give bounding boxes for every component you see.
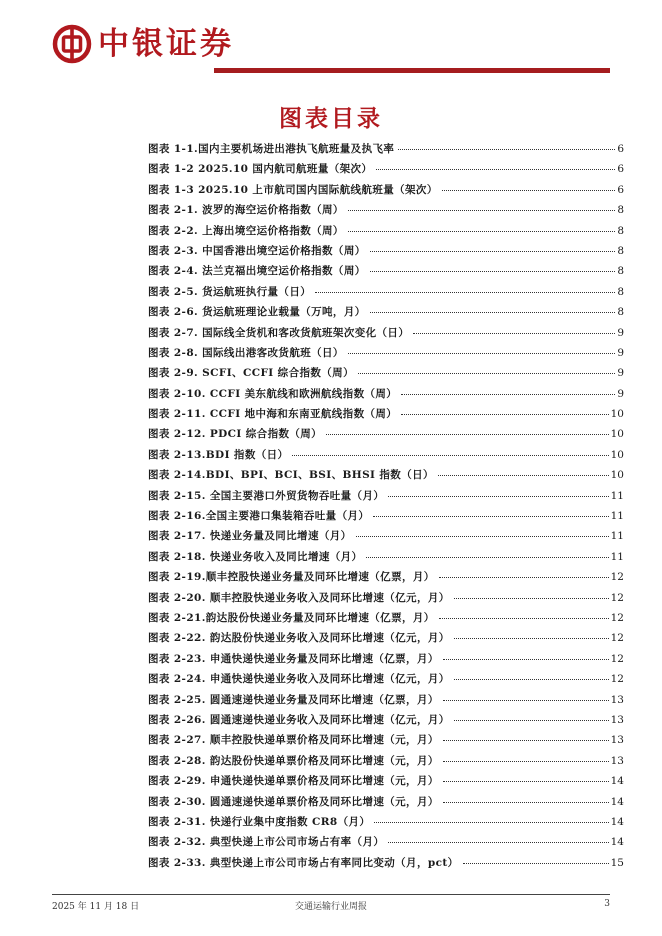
toc-entry-page[interactable]: 13 [610, 734, 624, 747]
toc-entry[interactable] [148, 223, 624, 243]
toc-dot-leader [370, 312, 616, 313]
toc-dot-leader [348, 210, 615, 211]
toc-entry-page[interactable]: 11 [610, 550, 624, 563]
toc-dot-leader [438, 475, 609, 476]
toc-entry-label[interactable]: 图表 2-2. 上海出境空运价格指数（周） [148, 224, 344, 237]
toc-entry-label[interactable]: 图表 2-32. 典型快递上市公司市场占有率（月） [148, 836, 385, 849]
toc-entry-label[interactable]: 图表 1-1.国内主要机场进出港执飞航班量及执飞率 [148, 143, 395, 155]
toc-entry-label[interactable]: 图表 2-15. 全国主要港口外贸货物吞吐量（月） [148, 489, 385, 502]
toc-entry[interactable] [148, 590, 624, 610]
toc-entry-label[interactable]: 图表 2-24. 申通快递快递业务收入及同环比增速（亿元，月） [148, 673, 450, 686]
toc-entry[interactable] [148, 630, 624, 650]
toc-entry-label[interactable]: 图表 2-3. 中国香港出境空运价格指数（周） [148, 244, 366, 257]
toc-dot-leader [388, 842, 608, 843]
toc-entry-page[interactable]: 10 [610, 428, 624, 441]
bank-of-china-logo-icon [52, 24, 92, 64]
toc-entry-page[interactable]: 8 [617, 285, 624, 298]
toc-entry[interactable] [148, 671, 624, 691]
toc-entry[interactable] [148, 834, 624, 854]
toc-dot-leader [401, 394, 615, 395]
toc-dot-leader [443, 659, 609, 660]
toc-entry[interactable] [148, 712, 624, 732]
toc-entry[interactable] [148, 651, 624, 671]
toc-dot-leader [373, 516, 608, 517]
toc-entry-label[interactable]: 图表 2-30. 圆通速递快递单票价格及同环比增速（元，月） [148, 795, 439, 808]
toc-dot-leader [366, 557, 608, 558]
toc-entry-page[interactable]: 9 [617, 367, 624, 380]
toc-entry[interactable] [148, 263, 624, 283]
toc-entry-label[interactable]: 图表 2-16.全国主要港口集装箱吞吐量（月） [148, 510, 370, 523]
toc-entry-label[interactable]: 图表 2-10. CCFI 美东航线和欧洲航线指数（周） [148, 387, 398, 400]
toc-dot-leader [348, 231, 615, 232]
toc-entry-label[interactable]: 图表 1-2 2025.10 国内航司航班量（架次） [148, 163, 373, 176]
header-divider [214, 68, 610, 73]
toc-entry-label[interactable]: 图表 2-20. 顺丰控股快递业务收入及同环比增速（亿元，月） [148, 591, 450, 604]
toc-entry[interactable] [148, 814, 624, 834]
toc-entry-page[interactable]: 12 [610, 571, 624, 584]
footer-divider [52, 894, 610, 895]
toc-entry-label[interactable]: 图表 2-29. 申通快递快递单票价格及同环比增速（元，月） [148, 775, 439, 788]
toc-dot-leader [443, 740, 609, 741]
toc-entry[interactable] [148, 406, 624, 426]
toc-entry-page[interactable]: 6 [617, 143, 624, 155]
toc-entry-label[interactable]: 图表 2-26. 圆通速递快递业务收入及同环比增速（亿元，月） [148, 713, 450, 726]
toc-dot-leader [454, 638, 609, 639]
toc-entry-label[interactable]: 图表 2-31. 快递行业集中度指数 CR8（月） [148, 815, 371, 828]
toc-entry-page[interactable]: 11 [610, 489, 624, 502]
toc-entry-label[interactable]: 图表 2-12. PDCI 综合指数（周） [148, 428, 323, 441]
toc-entry-label[interactable]: 图表 2-33. 典型快递上市公司市场占有率同比变动（月，pct） [148, 856, 459, 869]
toc-dot-leader [376, 169, 615, 170]
toc-entry-page[interactable]: 12 [610, 652, 624, 665]
toc-dot-leader [326, 434, 609, 435]
toc-dot-leader [413, 333, 615, 334]
toc-entry[interactable] [148, 753, 624, 773]
toc-entry[interactable] [148, 161, 624, 181]
toc-entry[interactable] [148, 202, 624, 222]
toc-entry-label[interactable]: 图表 2-21.韵达股份快递业务量及同环比增速（亿票，月） [148, 611, 435, 624]
brand-name: 中银证券 [98, 26, 234, 62]
toc-dot-leader [370, 271, 616, 272]
toc-dot-leader [442, 190, 616, 191]
toc-entry-page[interactable]: 8 [617, 204, 624, 217]
toc-entry-page[interactable]: 14 [610, 815, 624, 828]
toc-entry-label[interactable]: 图表 1-3 2025.10 上市航司国内国际航线航班量（架次） [148, 183, 438, 196]
toc-dot-leader [370, 251, 616, 252]
toc-entry[interactable] [148, 345, 624, 365]
toc-entry-label[interactable]: 图表 2-9. SCFI、CCFI 综合指数（周） [148, 367, 354, 380]
toc-dot-leader [398, 149, 615, 150]
toc-entry-page[interactable]: 11 [610, 530, 624, 543]
toc-entry-page[interactable]: 10 [610, 469, 624, 482]
toc-entry[interactable] [148, 692, 624, 712]
toc-entry-label[interactable]: 图表 2-4. 法兰克福出境空运价格指数（周） [148, 265, 366, 278]
toc-dot-leader [348, 353, 615, 354]
toc-entry-label[interactable]: 图表 2-7. 国际线全货机和客改货航班架次变化（日） [148, 326, 410, 339]
footer-report-name: 交通运输行业周报 [294, 902, 367, 912]
toc-entry[interactable] [148, 528, 624, 548]
toc-entry-page[interactable]: 12 [610, 611, 624, 624]
toc-entry[interactable] [148, 610, 624, 630]
toc-entry-page[interactable]: 14 [610, 775, 624, 788]
toc-entry[interactable] [148, 549, 624, 569]
toc-entry-label[interactable]: 图表 2-11. CCFI 地中海和东南亚航线指数（周） [148, 408, 398, 421]
toc-entry[interactable] [148, 304, 624, 324]
page-header [52, 22, 234, 66]
toc-entry-label[interactable]: 图表 2-23. 申通快递快递业务量及同环比增速（亿票，月） [148, 652, 439, 665]
toc-dot-leader [439, 577, 609, 578]
toc-dot-leader [439, 618, 609, 619]
toc-entry[interactable] [148, 855, 624, 875]
toc-dot-leader [443, 781, 609, 782]
toc-dot-leader [315, 292, 615, 293]
toc-entry[interactable] [148, 182, 624, 202]
toc-entry-page[interactable]: 6 [617, 183, 624, 196]
toc-dot-leader [388, 496, 608, 497]
toc-entry-label[interactable]: 图表 2-1. 波罗的海空运价格指数（周） [148, 204, 344, 217]
footer-date: 2025 年 11 月 18 日 [52, 902, 140, 912]
toc-entry[interactable] [148, 447, 624, 467]
toc-entry[interactable] [148, 794, 624, 814]
toc-dot-leader [292, 455, 608, 456]
toc-entry[interactable] [148, 467, 624, 487]
toc-entry-label[interactable]: 图表 2-13.BDI 指数（日） [148, 448, 289, 461]
toc-dot-leader [443, 761, 609, 762]
toc-entry-page[interactable]: 8 [617, 244, 624, 257]
toc-entry-page[interactable]: 8 [617, 306, 624, 319]
toc-dot-leader [454, 720, 609, 721]
toc-entry[interactable] [148, 773, 624, 793]
toc-dot-leader [401, 414, 608, 415]
toc-entry-page[interactable]: 9 [617, 326, 624, 339]
toc-entry-label[interactable]: 图表 2-17. 快递业务量及同比增速（月） [148, 530, 352, 543]
toc-entry-page[interactable]: 12 [610, 632, 624, 645]
toc-entry-page[interactable]: 8 [617, 265, 624, 278]
toc-entry[interactable] [148, 732, 624, 752]
toc-entry-page[interactable]: 13 [610, 754, 624, 767]
toc-entry-label[interactable]: 图表 2-6. 货运航班理论业载量（万吨，月） [148, 306, 366, 319]
toc-entry-page[interactable]: 14 [610, 795, 624, 808]
toc-dot-leader [358, 373, 615, 374]
toc-entry-label[interactable]: 图表 2-19.顺丰控股快递业务量及同环比增速（亿票，月） [148, 571, 435, 584]
toc-entry-page[interactable]: 13 [610, 693, 624, 706]
footer-page-number: 3 [604, 899, 610, 909]
toc-entry-page[interactable]: 14 [610, 836, 624, 849]
toc-dot-leader [443, 802, 609, 803]
toc-entry[interactable] [148, 508, 624, 528]
toc-dot-leader [463, 863, 609, 864]
toc-dot-leader [454, 679, 609, 680]
toc-entry-label[interactable]: 图表 2-5. 货运航班执行量（日） [148, 285, 312, 298]
toc-entry-label[interactable]: 图表 2-28. 韵达股份快递单票价格及同环比增速（元，月） [148, 754, 439, 767]
toc-title: 图表目录 [279, 106, 383, 132]
toc-entry-page[interactable]: 6 [617, 163, 624, 176]
toc-entry-page[interactable]: 15 [610, 856, 624, 869]
toc-entry-page[interactable]: 12 [610, 591, 624, 604]
toc-entry[interactable] [148, 386, 624, 406]
toc-entry[interactable] [148, 488, 624, 508]
toc-dot-leader [443, 700, 609, 701]
toc-entry-page[interactable]: 12 [610, 673, 624, 686]
toc-entry[interactable] [148, 141, 624, 161]
toc-entry-label[interactable]: 图表 2-22. 韵达股份快递业务收入及同环比增速（亿元，月） [148, 632, 450, 645]
toc-entry[interactable] [148, 284, 624, 304]
toc-dot-leader [454, 598, 609, 599]
toc-entry[interactable] [148, 243, 624, 263]
toc-entry-page[interactable]: 9 [617, 387, 624, 400]
toc-entry-page[interactable]: 10 [610, 448, 624, 461]
toc-entry-label[interactable]: 图表 2-18. 快递业务收入及同比增速（月） [148, 550, 363, 563]
toc-entry-label[interactable]: 图表 2-8. 国际线出港客改货航班（日） [148, 346, 344, 359]
toc-dot-leader [374, 822, 608, 823]
toc-entry-page[interactable]: 13 [610, 713, 624, 726]
toc-entry-label[interactable]: 图表 2-14.BDI、BPI、BCI、BSI、BHSI 指数（日） [148, 469, 434, 482]
toc-entry[interactable] [148, 569, 624, 589]
toc-entry-page[interactable]: 10 [610, 408, 624, 421]
toc-list [148, 141, 624, 875]
toc-entry-label[interactable]: 图表 2-25. 圆通速递快递业务量及同环比增速（亿票，月） [148, 693, 439, 706]
toc-entry-page[interactable]: 11 [610, 510, 624, 523]
page-footer [52, 899, 610, 913]
toc-entry-label[interactable]: 图表 2-27. 顺丰控股快递单票价格及同环比增速（元，月） [148, 734, 439, 747]
toc-entry[interactable] [148, 365, 624, 385]
toc-dot-leader [356, 536, 609, 537]
toc-entry[interactable] [148, 426, 624, 446]
toc-entry[interactable] [148, 325, 624, 345]
toc-entry-page[interactable]: 9 [617, 346, 624, 359]
toc-entry-page[interactable]: 8 [617, 224, 624, 237]
